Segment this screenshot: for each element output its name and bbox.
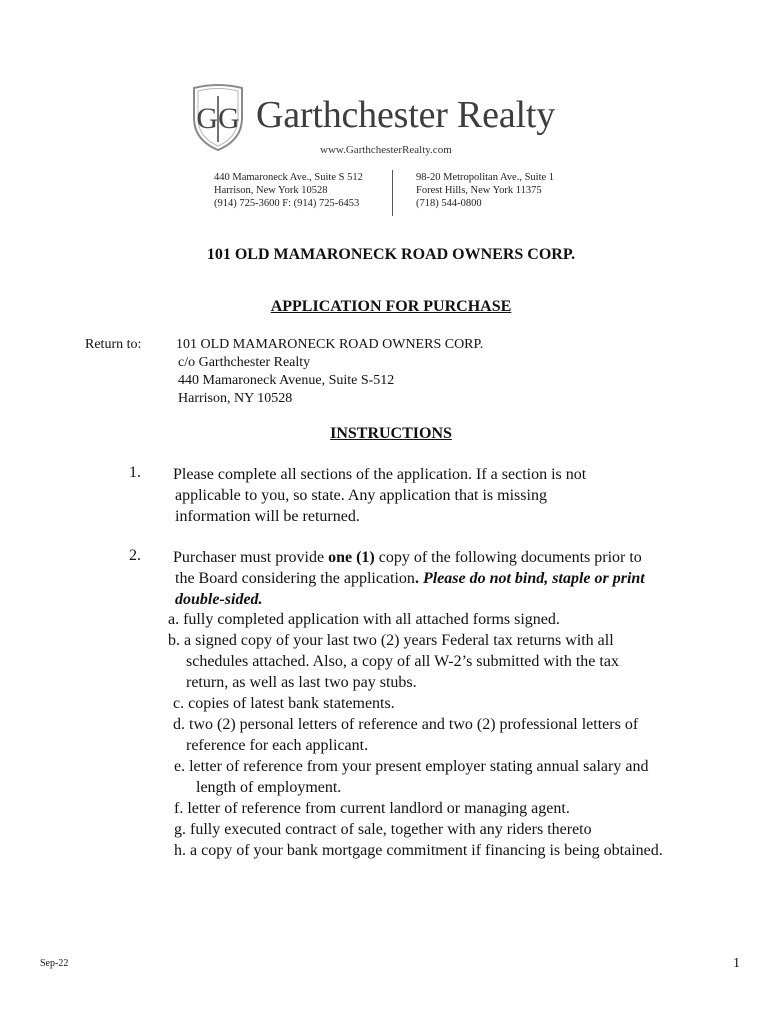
list-item: g. fully executed contract of sale, together with any riders thereto <box>174 821 592 838</box>
item-number: 1. <box>129 464 141 481</box>
list-item-continuation: length of employment. <box>196 779 342 796</box>
return-address-line: 101 OLD MAMARONECK ROAD OWNERS CORP. <box>176 337 484 352</box>
brand-name: Garthchester Realty <box>256 94 556 136</box>
list-item-continuation: reference for each applicant. <box>186 737 369 754</box>
instruction-line: applicable to you, so state. Any application that is missing <box>175 487 547 504</box>
return-to-label: Return to: <box>85 337 142 352</box>
footer-date: Sep-22 <box>40 958 69 969</box>
list-item-continuation: schedules attached. Also, a copy of all W-2’s submitted with the tax <box>186 653 619 670</box>
instruction-line <box>173 568 645 589</box>
list-item-continuation: return, as well as last two pay stubs. <box>186 674 417 691</box>
instruction-item-1 <box>173 464 586 527</box>
text: Purchaser must provide <box>173 549 329 566</box>
item-number: 2. <box>129 547 141 564</box>
website-link[interactable]: www.GarthchesterRealty.com <box>320 144 452 156</box>
list-item: b. a signed copy of your last two (2) years Federal tax returns with all <box>168 632 614 649</box>
list-item: c. copies of latest bank statements. <box>173 695 395 712</box>
return-address-line: Harrison, NY 10528 <box>178 391 293 406</box>
return-to-address <box>178 336 483 408</box>
list-item: d. two (2) personal letters of reference and two (2) professional letters of <box>173 716 639 733</box>
instruction-line: information will be returned. <box>175 508 360 525</box>
text: copy of the following documents prior to <box>374 549 642 566</box>
office-address-forest-hills <box>416 171 554 210</box>
list-item: e. letter of reference from your present employer stating annual salary and <box>174 758 649 775</box>
bold-italic-note: Please do not bind, staple or print <box>418 570 645 587</box>
list-item: f. letter of reference from current landlord or managing agent. <box>174 800 570 817</box>
page-number: 1 <box>733 956 740 971</box>
phone-line: (718) 544-0800 <box>416 198 482 209</box>
svg-text:GG: GG <box>196 102 240 135</box>
document-checklist <box>168 609 663 861</box>
instructions-heading: INSTRUCTIONS <box>330 425 452 442</box>
instruction-line <box>173 589 645 610</box>
address-divider <box>392 170 393 216</box>
address-line: Forest Hills, New York 11375 <box>416 185 542 196</box>
instruction-item-2 <box>173 547 645 610</box>
emphasis: . <box>414 570 419 587</box>
corporation-heading: 101 OLD MAMARONECK ROAD OWNERS CORP. <box>206 246 576 263</box>
address-line: 98-20 Metropolitan Ave., Suite 1 <box>416 172 555 183</box>
return-address-line: 440 Mamaroneck Avenue, Suite S-512 <box>178 373 395 388</box>
instruction-line <box>173 547 645 568</box>
text: the Board considering the application <box>175 570 415 587</box>
bold-italic-note: double-sided. <box>175 591 263 608</box>
garthchester-logo-shield-icon <box>190 84 246 152</box>
address-line: Harrison, New York 10528 <box>214 185 328 196</box>
address-line: 440 Mamaroneck Ave., Suite S 512 <box>214 172 363 183</box>
list-item: a. fully completed application with all attached forms signed. <box>168 611 560 628</box>
emphasis: one (1) <box>328 549 375 566</box>
instruction-line: Please complete all sections of the application. If a section is not <box>173 466 587 483</box>
application-heading: APPLICATION FOR PURCHASE <box>270 298 512 315</box>
return-address-line: c/o Garthchester Realty <box>178 355 311 370</box>
phone-line: (914) 725-3600 F: (914) 725-6453 <box>214 198 360 209</box>
office-address-harrison <box>214 171 363 210</box>
list-item: h. a copy of your bank mortgage commitment if financing is being obtained. <box>174 842 663 859</box>
